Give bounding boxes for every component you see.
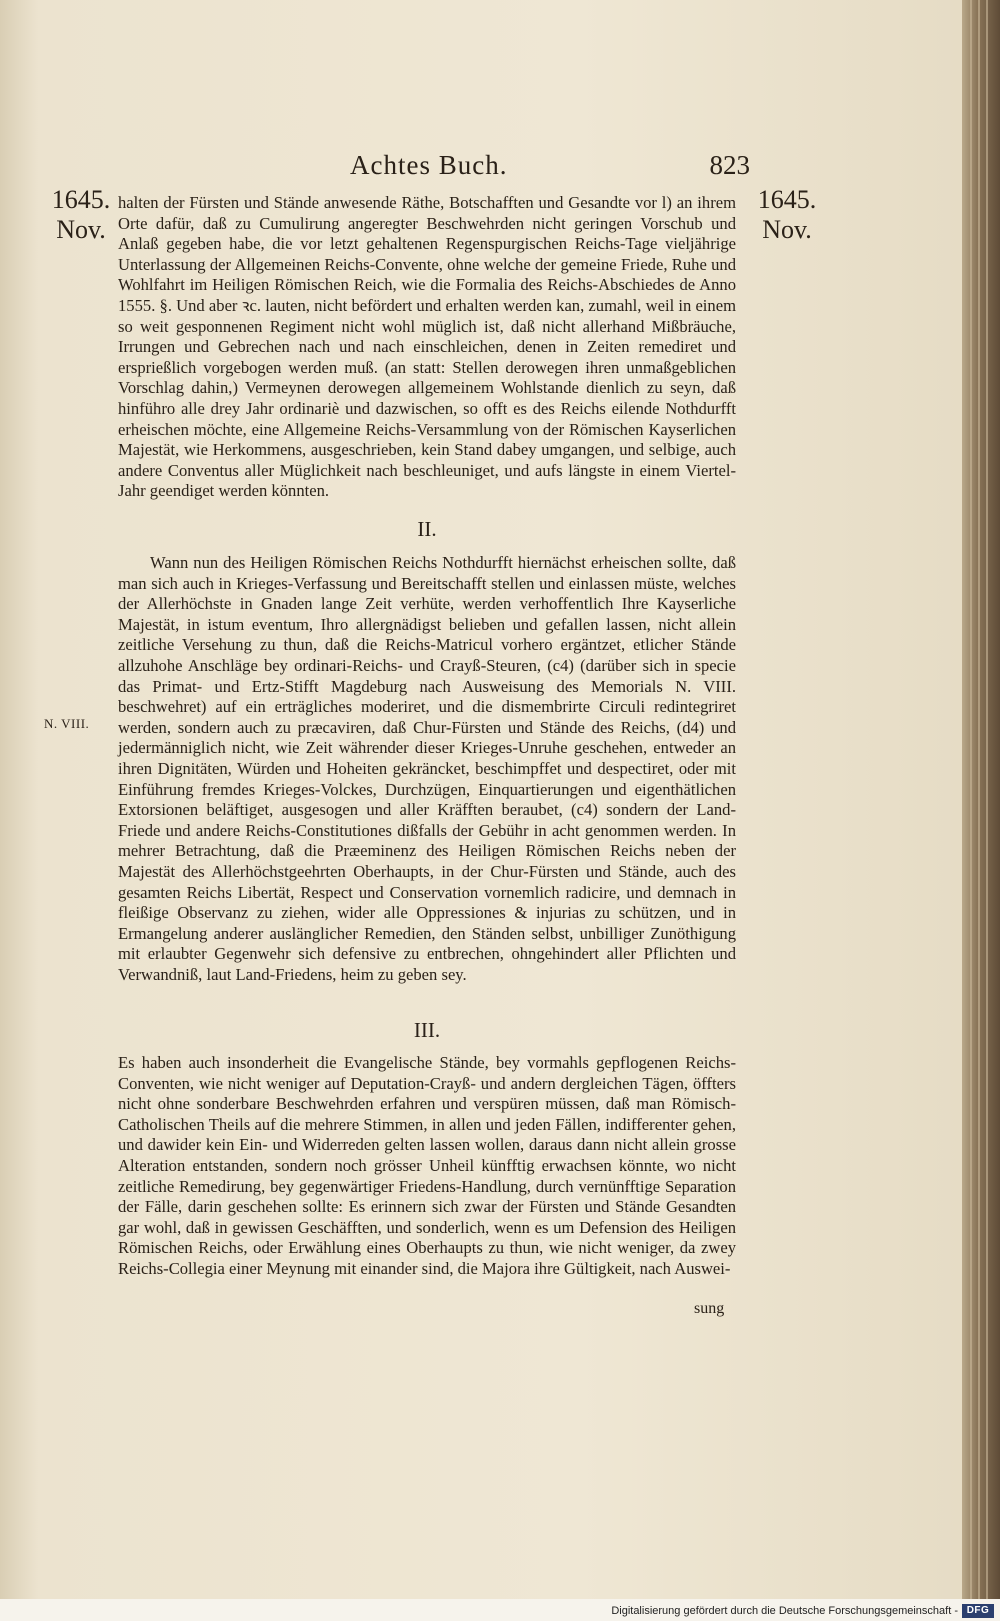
page-header (110, 150, 750, 190)
page-number: 823 (709, 150, 750, 180)
catchword: sung (694, 1300, 725, 1317)
paragraph-2: Wann nun des Heiligen Römischen Reichs Nothdurfft hiernächst erheischen sollte, daß man sich auch in Krieges-Verfassung und Bereitschafft stellen und einlassen müste, welches der Allerhöchste in Gnaden lange Zeit verhüte, werden verhoffentlich Ihre Kayserliche Majestät, in istum eventum, Ihro allergnädigst belieben und gefallen lassen, nicht allein zeitliche Versehung zu thun, daß die Reichs-Matricul vorhero ergäntzet, etlicher Stände allzuhohe Anschläge bey ordinari-Reichs- und Crayß-Steuren, (c4) (darüber sich in specie das Primat- und Ertz-Stifft Magdeburg nach Ausweisung des Memorials N. VIII. beschwehret) auf ein erträgliches moderiret, und die dismembrirte Circuli redintegriret werden, sondern auch zu præcaviren, daß Chur-Fürsten und Stände des Reichs, (d4) und jedermänniglich nicht, wie Zeit währender dieser Krieges-Unruhe geschehen, entweder an ihren Dignitäten, Würden und Hoheiten gekräncket, beschimpffet und despectiret, oder mit Einführung fremdes Krieges-Volckes, Durchzügen, Einquartierungen und eigenthätlichen Extorsionen beläftiget, ausgesogen und aller Kräfften beraubet, (c4) sondern der Land-Friede und andere Reichs-Constitutiones dißfalls der Gebühr in acht genommen werden. In mehrer Betrachtung, daß die Præeminenz des Heiligen Römischen Reichs neben der Majestät des Allerhöchstgeehrten Oberhaupts, in der Chur-Fürsten und Stände, auch des gesamten Reichs Libertät, Respect und Conservation vornemlich radicire, und demnach in fleißige Observanz zu ziehen, wider alle Oppressiones & injurias zu schützen, und in Ermangelung anderer auslänglicher Remedien, den Ständen selbst, unbilliger Zunöthigung mit erlaubter Gegenwehr sich defensive zu entbrechen, ohngehindert aller Pflichten und Verwandniß, laut Land-Friedens, heim zu geben sey. (118, 553, 736, 984)
running-title: Achtes Buch. (350, 150, 508, 180)
section-heading-3: III. (413, 1018, 441, 1042)
left-margin-month: Nov. (56, 215, 106, 244)
paragraph-3: Es haben auch insonderheit die Evangelische Stände, bey vormahls gepflogenen Reichs-Conventen, wie nicht weniger auf Deputation-Crayß- und andern dergleichen Tägen, öffters nicht ohne sonderbare Beschwehrden erfahren und verspüren müssen, daß man Römisch-Catholischen Theils auf die mehrere Stimmen, in allen und jeden Fällen, indifferenter gehen, und dawider kein Ein- und Widerreden gelten lassen wollen, daraus dann nicht allein grosse Alteration entstanden, sondern noch grösser Unheil künfftig erwachsen könnte, wo nicht zeitliche Remedirung, bey gegenwärtiger Friedens-Handlung, durch vernünfftige Separation der Fälle, darin geschehen sollte: Es erinnern sich zwar der Fürsten und Stände Gesandten gar wohl, daß in gewissen Geschäfften, und sonderlich, wenn es um Defension des Heiligen Römischen Reichs, oder Erwählung eines Oberhaupts zu thun, wie nicht weniger, da zwey Reichs-Collegia einer Meynung mit einander sind, die Majora ihre Gültigkeit, nach Auswei- (118, 1053, 736, 1278)
margin-reference: N. VIII. (44, 716, 90, 731)
section-heading-2: II. (417, 517, 437, 541)
page-edge (962, 0, 1000, 1621)
digitization-credit: Digitalisierung gefördert durch die Deutsche Forschungsgemeinschaft - (611, 1605, 958, 1617)
right-margin-date (756, 185, 818, 245)
dfg-logo: DFG (962, 1604, 994, 1618)
left-margin-date (50, 185, 112, 245)
right-margin-month: Nov. (762, 215, 812, 244)
right-margin-year: 1645. (757, 185, 817, 214)
paragraph-1: halten der Fürsten und Stände anwesende Räthe, Botschafften und Gesandte vor l) an ihrem Orte dafür, daß zu Cumulirung angeregter Beschwehrden nicht geringen Vorschub und Anlaß gegeben habe, die vor letzt gehaltenen Regenspurgischen Reichs-Tage vieljährige Unterlassung der Allgemeinen Reichs-Convente, ohne welche der gemeine Friede, Ruhe und Wohlfahrt im Heiligen Römischen Reich, wie die Formalia des Reichs-Abschiedes de Anno 1555. §. Und aber ꝛc. lauten, nicht befördert und erhalten werden kan, zumahl, weil in einem so weit gesponnenen Regiment nicht wohl müglich ist, daß nicht allerhand Mißbräuche, Irrungen und Gebrechen nach und nach einschleichen, denen in Zeiten remediret und ersprießlich vorgebogen werden muß. (an statt: Stellen derowegen ihren unmaßgeblichen Vorschlag dahin,) Vermeynen derowegen allgemeinem Wohlstande dienlich zu seyn, daß hinführo alle drey Jahr ordinariè und dazwischen, so offt es des Reichs eilende Nothdurfft erheischen möchte, eine Allgemeine Reichs-Versammlung von der Römischen Kayserlichen Majestät, wie Herkommens, ausgeschrieben, kein Stand dabey umgangen, und selbige, auch andere Conventus aller Müglichkeit nach beschleuniget, und aufs längste in einem Viertel-Jahr geendiget werden könnten. (118, 193, 736, 501)
footer-bar (0, 1599, 1000, 1621)
left-margin-year: 1645. (51, 185, 111, 214)
